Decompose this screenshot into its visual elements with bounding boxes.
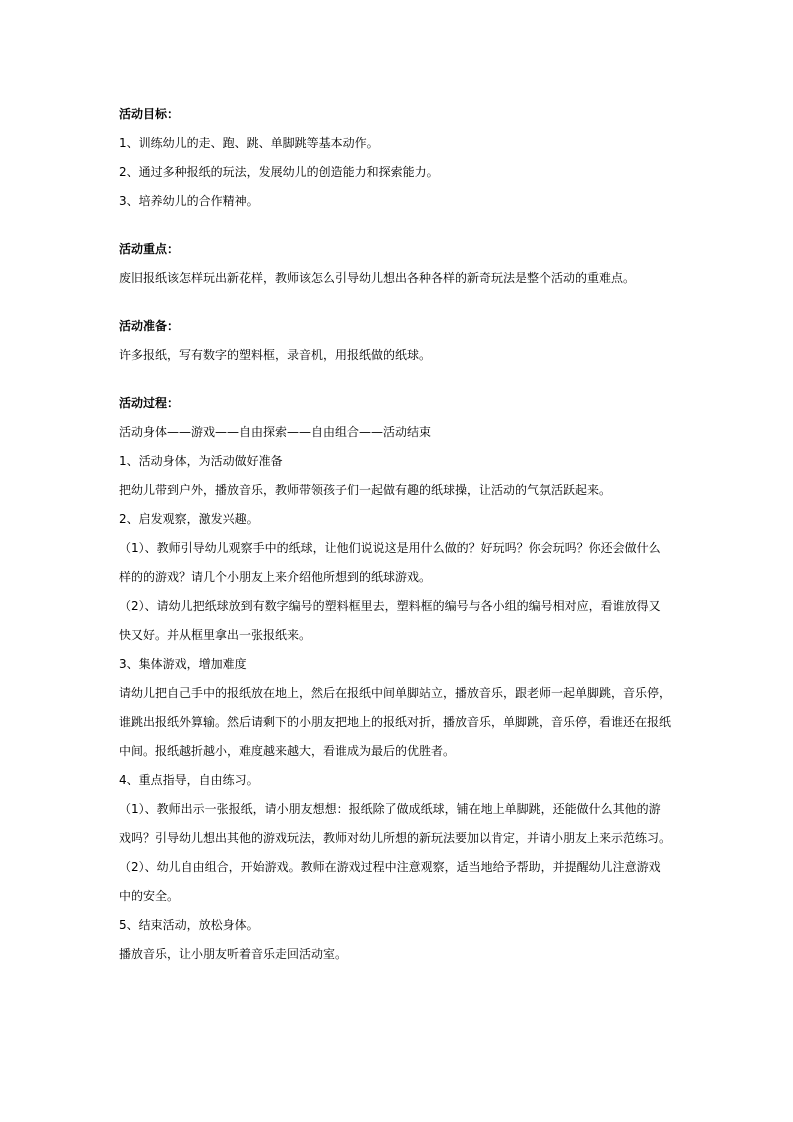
process-line: 请幼儿把自己手中的报纸放在地上，然后在报纸中间单脚站立，播放音乐，跟老师一起单脚跳，音乐停，	[119, 686, 672, 700]
process-line: 活动身体——游戏——自由探索——自由组合——活动结束	[119, 425, 432, 439]
goal-line-2: 2、通过多种报纸的玩法，发展幼儿的创造能力和探索能力。	[119, 165, 439, 179]
process-line: 3、集体游戏，增加难度	[119, 657, 247, 671]
process-line: 中的安全。	[119, 889, 180, 903]
preparation-line-1: 许多报纸，写有数字的塑料框，录音机，用报纸做的纸球。	[119, 348, 432, 362]
process-line: （2）、请幼儿把纸球放到有数字编号的塑料框里去，塑料框的编号与各小组的编号相对应，看谁放得又	[119, 599, 661, 613]
section-gap	[119, 370, 679, 389]
process-line: 把幼儿带到户外，播放音乐，教师带领孩子们一起做有趣的纸球操，让活动的气氛活跃起来。	[119, 483, 612, 497]
process-line: 样的的游戏？请几个小朋友上来介绍他所想到的纸球游戏。	[119, 570, 432, 584]
section-gap	[119, 216, 679, 235]
focus-line-1: 废旧报纸该怎样玩出新花样，教师该怎么引导幼儿想出各种各样的新奇玩法是整个活动的重难点。	[119, 271, 636, 285]
process-line: 2、启发观察，激发兴趣。	[119, 512, 259, 526]
section-heading-process: 活动过程：	[119, 396, 180, 410]
section-gap	[119, 293, 679, 312]
section-heading-goals: 活动目标：	[119, 107, 180, 121]
process-line: 快又好。并从框里拿出一张报纸来。	[119, 628, 312, 642]
document-page	[119, 100, 679, 969]
goal-line-3: 3、培养幼儿的合作精神。	[119, 194, 259, 208]
process-line: 1、活动身体，为活动做好准备	[119, 454, 283, 468]
process-line: 戏吗？引导幼儿想出其他的游戏玩法，教师对幼儿所想的新玩法要加以肯定，并请小朋友上来示范练习。	[119, 831, 672, 845]
process-line: （1）、教师出示一张报纸，请小朋友想想：报纸除了做成纸球，铺在地上单脚跳，还能做什么其他的游	[119, 802, 661, 816]
process-line: 4、重点指导，自由练习。	[119, 773, 259, 787]
process-line: 中间。报纸越折越小，难度越来越大，看谁成为最后的优胜者。	[119, 744, 456, 758]
section-heading-preparation: 活动准备：	[119, 319, 180, 333]
goal-line-1: 1、训练幼儿的走、跑、跳、单脚跳等基本动作。	[119, 136, 379, 150]
process-line: （1）、教师引导幼儿观察手中的纸球，让他们说说这是用什么做的？好玩吗？你会玩吗？你还会做什么	[119, 541, 661, 555]
section-heading-focus: 活动重点：	[119, 242, 180, 256]
process-line: 播放音乐，让小朋友听着音乐走回活动室。	[119, 947, 348, 961]
process-line: 谁跳出报纸外算输。然后请剩下的小朋友把地上的报纸对折，播放音乐，单脚跳，音乐停，看谁还在报纸	[119, 715, 672, 729]
process-line: 5、结束活动，放松身体。	[119, 918, 259, 932]
process-line: （2）、幼儿自由组合，开始游戏。教师在游戏过程中注意观察，适当地给予帮助，并提醒幼儿注意游戏	[119, 860, 661, 874]
